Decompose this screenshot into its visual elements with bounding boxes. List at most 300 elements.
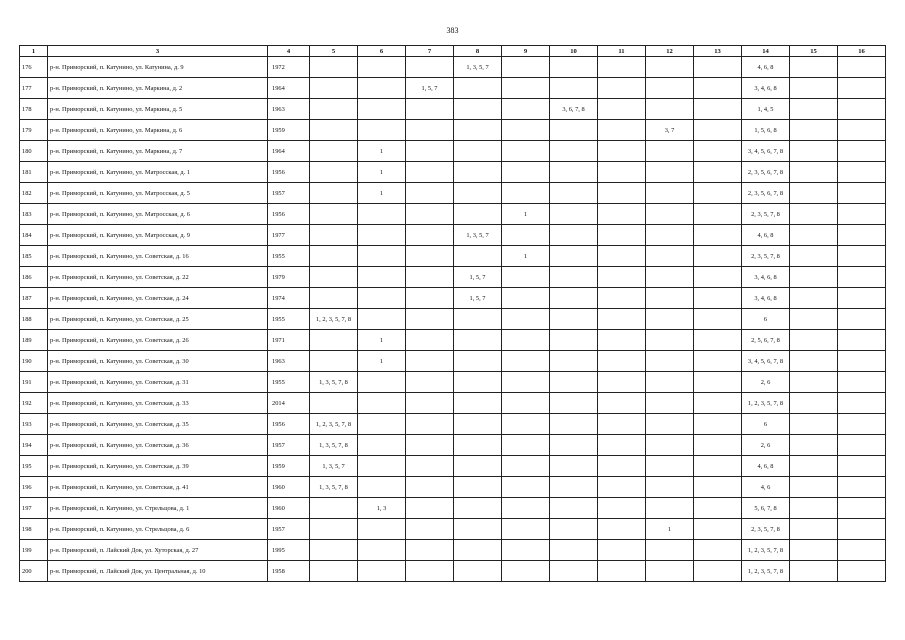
cell-text: 1, 2, 3, 5, 7, 8 xyxy=(315,420,352,428)
column-header: 12 xyxy=(646,46,694,57)
value-cell xyxy=(454,162,502,183)
row-number-cell xyxy=(20,288,48,309)
value-cell xyxy=(838,225,886,246)
cell-text: 1 xyxy=(379,357,384,365)
cell-text: 4, 6, 8 xyxy=(757,231,774,239)
address-cell xyxy=(48,162,268,183)
address-cell xyxy=(48,57,268,78)
cell-text: 1 xyxy=(523,252,528,260)
value-cell xyxy=(742,57,790,78)
table-row xyxy=(20,246,886,267)
value-cell xyxy=(694,498,742,519)
cell-text: 1, 2, 3, 5, 7, 8 xyxy=(747,399,784,407)
value-cell xyxy=(742,162,790,183)
cell-text: 179 xyxy=(22,126,32,134)
cell-text: 2, 3, 5, 6, 7, 8 xyxy=(747,189,784,197)
cell-text: р-н. Приморский, п. Катунино, ул. Матросская, д. 5 xyxy=(50,189,190,197)
address-cell xyxy=(48,414,268,435)
table-row xyxy=(20,57,886,78)
value-cell xyxy=(742,477,790,498)
year-cell xyxy=(268,309,310,330)
year-cell xyxy=(268,57,310,78)
cell-text: 2014 xyxy=(272,399,285,407)
value-cell xyxy=(406,162,454,183)
cell-text: 184 xyxy=(22,231,32,239)
value-cell xyxy=(502,225,550,246)
cell-text: 1, 3, 5, 7, 8 xyxy=(319,483,348,491)
cell-text: 1964 xyxy=(272,84,285,92)
value-cell xyxy=(598,99,646,120)
cell-text: 1955 xyxy=(272,252,285,260)
row-number-cell xyxy=(20,183,48,204)
value-cell xyxy=(838,141,886,162)
row-number-cell xyxy=(20,57,48,78)
cell-text: р-н. Приморский, п. Катунино, ул. Советская, д. 25 xyxy=(50,315,189,323)
value-cell xyxy=(790,183,838,204)
cell-text: р-н. Приморский, п. Катунино, ул. Советская, д. 26 xyxy=(50,336,189,344)
value-cell xyxy=(742,540,790,561)
value-cell xyxy=(310,372,358,393)
value-cell xyxy=(310,141,358,162)
value-cell xyxy=(646,78,694,99)
cell-text: 1, 3, 5, 7, 8 xyxy=(319,378,348,386)
row-number-cell xyxy=(20,435,48,456)
cell-text: р-н. Приморский, п. Катунино, ул. Советская, д. 39 xyxy=(50,462,189,470)
table-row xyxy=(20,561,886,582)
table-row xyxy=(20,393,886,414)
cell-text: 191 xyxy=(22,378,32,386)
value-cell xyxy=(646,393,694,414)
address-cell xyxy=(48,141,268,162)
row-number-cell xyxy=(20,540,48,561)
value-cell xyxy=(598,162,646,183)
cell-text: 177 xyxy=(22,84,32,92)
value-cell xyxy=(454,99,502,120)
value-cell xyxy=(598,414,646,435)
value-cell xyxy=(790,435,838,456)
value-cell xyxy=(742,351,790,372)
address-cell xyxy=(48,267,268,288)
value-cell xyxy=(694,288,742,309)
value-cell xyxy=(694,204,742,225)
header-row xyxy=(20,46,886,57)
cell-text: 1, 2, 3, 5, 7, 8 xyxy=(315,315,352,323)
value-cell xyxy=(358,498,406,519)
value-cell xyxy=(502,561,550,582)
cell-text: р-н. Приморский, п. Катунино, ул. Маркина, д. 6 xyxy=(50,126,183,134)
cell-text: р-н. Приморский, п. Катунино, ул. Советская, д. 33 xyxy=(50,399,189,407)
value-cell xyxy=(454,393,502,414)
table-row xyxy=(20,141,886,162)
value-cell xyxy=(406,204,454,225)
value-cell xyxy=(790,414,838,435)
cell-text: 1 xyxy=(523,210,528,218)
cell-text: 1 xyxy=(379,336,384,344)
table-row xyxy=(20,267,886,288)
column-header: 6 xyxy=(358,46,406,57)
value-cell xyxy=(550,204,598,225)
cell-text: 1, 5, 7 xyxy=(421,84,438,92)
cell-text: 1955 xyxy=(272,315,285,323)
value-cell xyxy=(694,120,742,141)
value-cell xyxy=(790,120,838,141)
value-cell xyxy=(502,309,550,330)
value-cell xyxy=(694,309,742,330)
value-cell xyxy=(838,393,886,414)
cell-text: 3, 4, 6, 8 xyxy=(754,294,777,302)
cell-text: р-н. Приморский, п. Катунино, ул. Матросская, д. 9 xyxy=(50,231,190,239)
value-cell xyxy=(502,288,550,309)
value-cell xyxy=(406,225,454,246)
address-cell xyxy=(48,540,268,561)
value-cell xyxy=(598,393,646,414)
value-cell xyxy=(550,414,598,435)
value-cell xyxy=(454,519,502,540)
value-cell xyxy=(742,246,790,267)
cell-text: 4, 6, 8 xyxy=(757,462,774,470)
value-cell xyxy=(358,309,406,330)
year-cell xyxy=(268,99,310,120)
value-cell xyxy=(358,561,406,582)
value-cell xyxy=(550,288,598,309)
cell-text: 1957 xyxy=(272,441,285,449)
cell-text: 1, 4, 5 xyxy=(757,105,774,113)
value-cell xyxy=(742,225,790,246)
cell-text: 182 xyxy=(22,189,32,197)
cell-text: 194 xyxy=(22,441,32,449)
value-cell xyxy=(598,183,646,204)
value-cell xyxy=(742,288,790,309)
value-cell xyxy=(598,225,646,246)
cell-text: 178 xyxy=(22,105,32,113)
value-cell xyxy=(550,225,598,246)
row-number-cell xyxy=(20,246,48,267)
cell-text: р-н. Приморский, п. Катунино, ул. Советская, д. 41 xyxy=(50,483,189,491)
row-number-cell xyxy=(20,456,48,477)
value-cell xyxy=(790,540,838,561)
table-row xyxy=(20,456,886,477)
value-cell xyxy=(358,288,406,309)
value-cell xyxy=(550,267,598,288)
table-body xyxy=(20,57,886,582)
value-cell xyxy=(550,330,598,351)
address-cell xyxy=(48,456,268,477)
cell-text: 4, 6, 8 xyxy=(757,63,774,71)
value-cell xyxy=(358,456,406,477)
cell-text: 1964 xyxy=(272,147,285,155)
cell-text: 3, 4, 6, 8 xyxy=(754,84,777,92)
value-cell xyxy=(310,330,358,351)
value-cell xyxy=(550,540,598,561)
cell-text: 2, 3, 5, 7, 8 xyxy=(751,525,780,533)
value-cell xyxy=(694,477,742,498)
cell-text: 1956 xyxy=(272,210,285,218)
value-cell xyxy=(502,477,550,498)
cell-text: 1971 xyxy=(272,336,285,344)
year-cell xyxy=(268,393,310,414)
table-row xyxy=(20,330,886,351)
value-cell xyxy=(790,372,838,393)
value-cell xyxy=(454,456,502,477)
value-cell xyxy=(790,225,838,246)
value-cell xyxy=(502,540,550,561)
row-number-cell xyxy=(20,498,48,519)
cell-text: 6 xyxy=(763,315,768,323)
table-row xyxy=(20,351,886,372)
cell-text: 1 xyxy=(667,525,672,533)
value-cell xyxy=(502,141,550,162)
value-cell xyxy=(598,120,646,141)
value-cell xyxy=(550,183,598,204)
value-cell xyxy=(454,498,502,519)
cell-text: 1, 2, 3, 5, 7, 8 xyxy=(747,546,784,554)
value-cell xyxy=(598,78,646,99)
value-cell xyxy=(454,309,502,330)
value-cell xyxy=(790,561,838,582)
value-cell xyxy=(406,78,454,99)
value-cell xyxy=(694,57,742,78)
cell-text: 3, 4, 5, 6, 7, 8 xyxy=(747,147,784,155)
value-cell xyxy=(742,456,790,477)
value-cell xyxy=(598,498,646,519)
value-cell xyxy=(502,204,550,225)
value-cell xyxy=(646,435,694,456)
address-cell xyxy=(48,204,268,225)
value-cell xyxy=(694,561,742,582)
value-cell xyxy=(646,351,694,372)
value-cell xyxy=(406,498,454,519)
cell-text: 1959 xyxy=(272,462,285,470)
value-cell xyxy=(598,561,646,582)
value-cell xyxy=(406,267,454,288)
value-cell xyxy=(454,477,502,498)
column-header: 13 xyxy=(694,46,742,57)
value-cell xyxy=(790,141,838,162)
value-cell xyxy=(406,540,454,561)
row-number-cell xyxy=(20,225,48,246)
cell-text: 187 xyxy=(22,294,32,302)
value-cell xyxy=(310,246,358,267)
cell-text: 1, 3 xyxy=(376,504,387,512)
value-cell xyxy=(550,246,598,267)
value-cell xyxy=(694,267,742,288)
value-cell xyxy=(742,414,790,435)
cell-text: 2, 6 xyxy=(760,378,771,386)
value-cell xyxy=(550,372,598,393)
value-cell xyxy=(790,498,838,519)
value-cell xyxy=(790,351,838,372)
value-cell xyxy=(502,267,550,288)
value-cell xyxy=(790,309,838,330)
address-cell xyxy=(48,393,268,414)
value-cell xyxy=(694,393,742,414)
value-cell xyxy=(694,540,742,561)
row-number-cell xyxy=(20,351,48,372)
value-cell xyxy=(694,519,742,540)
row-number-cell xyxy=(20,309,48,330)
value-cell xyxy=(790,57,838,78)
column-header: 15 xyxy=(790,46,838,57)
row-number-cell xyxy=(20,141,48,162)
value-cell xyxy=(310,393,358,414)
cell-text: 1, 3, 5, 7 xyxy=(466,63,489,71)
value-cell xyxy=(454,414,502,435)
value-cell xyxy=(310,183,358,204)
value-cell xyxy=(838,561,886,582)
column-header: 8 xyxy=(454,46,502,57)
value-cell xyxy=(742,309,790,330)
table-row xyxy=(20,288,886,309)
year-cell xyxy=(268,288,310,309)
value-cell xyxy=(598,351,646,372)
address-cell xyxy=(48,120,268,141)
row-number-cell xyxy=(20,414,48,435)
value-cell xyxy=(646,330,694,351)
value-cell xyxy=(454,78,502,99)
value-cell xyxy=(694,351,742,372)
value-cell xyxy=(502,393,550,414)
cell-text: 196 xyxy=(22,483,32,491)
value-cell xyxy=(838,540,886,561)
value-cell xyxy=(310,540,358,561)
value-cell xyxy=(790,477,838,498)
column-header: 1 xyxy=(20,46,48,57)
value-cell xyxy=(406,477,454,498)
address-cell xyxy=(48,246,268,267)
cell-text: 1995 xyxy=(272,546,285,554)
row-number-cell xyxy=(20,330,48,351)
value-cell xyxy=(838,162,886,183)
value-cell xyxy=(310,162,358,183)
cell-text: 1, 2, 3, 5, 7, 8 xyxy=(747,567,784,575)
value-cell xyxy=(502,498,550,519)
value-cell xyxy=(646,183,694,204)
value-cell xyxy=(310,351,358,372)
cell-text: р-н. Приморский, п. Катунино, ул. Матросская, д. 1 xyxy=(50,168,190,176)
value-cell xyxy=(406,393,454,414)
value-cell xyxy=(646,519,694,540)
cell-text: р-н. Приморский, п. Катунино, ул. Советская, д. 24 xyxy=(50,294,189,302)
cell-text: 198 xyxy=(22,525,32,533)
cell-text: 1, 5, 6, 8 xyxy=(754,126,777,134)
cell-text: 1, 3, 5, 7 xyxy=(466,231,489,239)
value-cell xyxy=(550,393,598,414)
cell-text: 192 xyxy=(22,399,32,407)
row-number-cell xyxy=(20,393,48,414)
value-cell xyxy=(502,99,550,120)
value-cell xyxy=(646,57,694,78)
value-cell xyxy=(358,246,406,267)
column-header: 4 xyxy=(268,46,310,57)
cell-text: 2, 5, 6, 7, 8 xyxy=(751,336,780,344)
value-cell xyxy=(598,519,646,540)
value-cell xyxy=(502,456,550,477)
value-cell xyxy=(358,99,406,120)
value-cell xyxy=(646,288,694,309)
value-cell xyxy=(310,498,358,519)
address-cell xyxy=(48,372,268,393)
value-cell xyxy=(358,393,406,414)
year-cell xyxy=(268,183,310,204)
value-cell xyxy=(838,120,886,141)
value-cell xyxy=(406,183,454,204)
cell-text: р-н. Приморский, п. Катунино, ул. Маркина, д. 2 xyxy=(50,84,183,92)
value-cell xyxy=(310,288,358,309)
value-cell xyxy=(358,204,406,225)
year-cell xyxy=(268,414,310,435)
value-cell xyxy=(694,435,742,456)
row-number-cell xyxy=(20,519,48,540)
value-cell xyxy=(310,225,358,246)
value-cell xyxy=(742,120,790,141)
table-row xyxy=(20,519,886,540)
value-cell xyxy=(598,477,646,498)
address-cell xyxy=(48,435,268,456)
address-cell xyxy=(48,309,268,330)
row-number-cell xyxy=(20,204,48,225)
value-cell xyxy=(550,498,598,519)
value-cell xyxy=(742,519,790,540)
cell-text: 3, 6, 7, 8 xyxy=(562,105,585,113)
cell-text: р-н. Приморский, п. Катунино, ул. Стрельцова, д. 1 xyxy=(50,504,190,512)
value-cell xyxy=(358,78,406,99)
value-cell xyxy=(694,246,742,267)
value-cell xyxy=(454,204,502,225)
value-cell xyxy=(646,456,694,477)
value-cell xyxy=(598,309,646,330)
value-cell xyxy=(694,183,742,204)
cell-text: 1, 5, 7 xyxy=(469,273,486,281)
value-cell xyxy=(358,540,406,561)
cell-text: 195 xyxy=(22,462,32,470)
year-cell xyxy=(268,330,310,351)
cell-text: 1974 xyxy=(272,294,285,302)
value-cell xyxy=(358,225,406,246)
row-number-cell xyxy=(20,162,48,183)
year-cell xyxy=(268,78,310,99)
cell-text: 200 xyxy=(22,567,32,575)
value-cell xyxy=(598,141,646,162)
value-cell xyxy=(310,57,358,78)
year-cell xyxy=(268,435,310,456)
value-cell xyxy=(358,372,406,393)
value-cell xyxy=(550,477,598,498)
value-cell xyxy=(646,246,694,267)
value-cell xyxy=(454,183,502,204)
cell-text: 6 xyxy=(763,420,768,428)
cell-text: 1960 xyxy=(272,504,285,512)
value-cell xyxy=(742,330,790,351)
cell-text: р-н. Приморский, п. Катунино, ул. Советская, д. 31 xyxy=(50,378,189,386)
cell-text: р-н. Приморский, п. Катунино, ул. Советская, д. 35 xyxy=(50,420,189,428)
value-cell xyxy=(454,246,502,267)
value-cell xyxy=(694,456,742,477)
value-cell xyxy=(646,99,694,120)
value-cell xyxy=(358,267,406,288)
value-cell xyxy=(502,330,550,351)
cell-text: 1956 xyxy=(272,168,285,176)
year-cell xyxy=(268,141,310,162)
value-cell xyxy=(310,435,358,456)
value-cell xyxy=(454,351,502,372)
cell-text: 1960 xyxy=(272,483,285,491)
value-cell xyxy=(454,225,502,246)
year-cell xyxy=(268,561,310,582)
year-cell xyxy=(268,351,310,372)
column-header: 11 xyxy=(598,46,646,57)
row-number-cell xyxy=(20,561,48,582)
value-cell xyxy=(790,288,838,309)
